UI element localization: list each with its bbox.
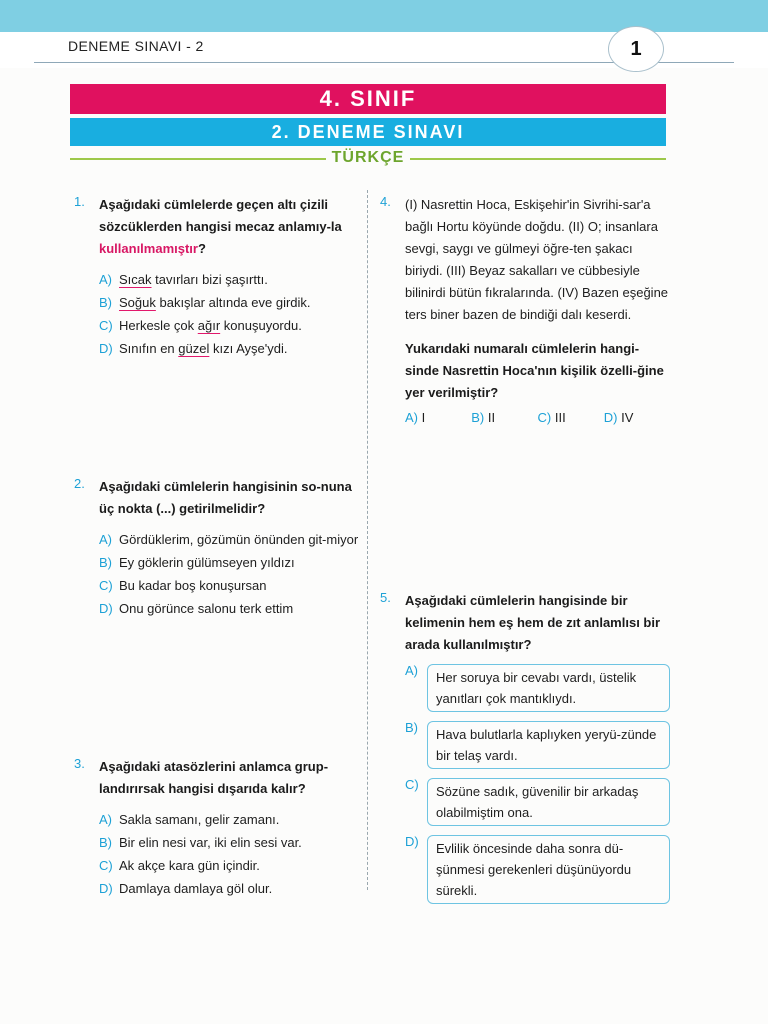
question-stem: Aşağıdaki cümlelerin hangisinde bir kelimenin hem eş hem de zıt anlamlısı bir arada kullanılmıştır? (405, 593, 661, 652)
question-3 (74, 756, 364, 900)
option-d[interactable]: D) Onu görünce salonu terk ettim (99, 601, 294, 616)
option-box: Her soruya bir cevabı vardı, üstelik yanıtları çok mantıklıydı. (427, 664, 670, 712)
option-d[interactable]: D) Sınıfın en güzel kızı Ayşe'ydi. (99, 341, 288, 356)
option-c[interactable]: C) Sözüne sadık, güvenilir bir arkadaş olabilmiştim ona. (405, 778, 670, 826)
question-5 (380, 590, 670, 913)
question-passage: (I) Nasrettin Hoca, Eskişehir'in Sivrihi-sar'a bağlı Hortu köyünde doğdu. (II) O; insanlara sevgi, saygı ve gülmeyi öğre-ten şakacı biriydi. (III) Beyaz sakalları ve cübbesiyle bilinirdi bütün fıkralarında. (IV) Bazen eşeğine ters biner bazen de bindiği dalı keserdi. (405, 197, 669, 322)
option-a[interactable]: A) Her soruya bir cevabı vardı, üstelik yanıtları çok mantıklıydı. (405, 664, 670, 712)
question-number: 2. (74, 476, 85, 491)
question-stem: Yukarıdaki numaralı cümlelerin hangi-sinde Nasrettin Hoca'nın kişilik özelli-ğine yer verilmiştir? (405, 341, 664, 400)
question-stem: Aşağıdaki cümlelerde geçen altı çizili sözcüklerden hangisi mecaz anlamıy-la kullanılmamıştır? (99, 197, 342, 256)
subject-title: TÜRKÇE (326, 149, 411, 166)
option-a[interactable]: A) Gördüklerim, gözümün önünden git-miyor (99, 532, 359, 547)
question-number: 1. (74, 194, 85, 209)
underlined-word: Soğuk (119, 295, 156, 310)
question-number: 5. (380, 590, 391, 605)
option-d[interactable]: D) IV (603, 410, 634, 425)
option-a[interactable]: A) Sıcak tavırları bizi şaşırttı. (99, 272, 268, 287)
options-row (405, 410, 670, 425)
question-number: 4. (380, 194, 391, 209)
highlight-word: kullanılmamıştır (99, 241, 198, 256)
question-4 (380, 194, 670, 425)
option-b[interactable]: B) Ey göklerin gülümseyen yıldızı (99, 555, 295, 570)
document-title: DENEME SINAVI - 2 (68, 38, 204, 54)
question-stem: Aşağıdaki cümlelerin hangisinin so-nuna üç nokta (...) getirilmelidir? (99, 479, 352, 516)
page-number-badge (608, 26, 664, 72)
option-box: Hava bulutlarla kaplıyken yeryü-zünde bir telaş vardı. (427, 721, 670, 769)
column-divider (367, 190, 368, 890)
grade-banner: 4. SINIF (70, 84, 666, 114)
underlined-word: Sıcak (119, 272, 152, 287)
exam-banner: 2. DENEME SINAVI (70, 118, 666, 146)
question-2 (74, 476, 364, 620)
option-b[interactable]: B) II (471, 410, 496, 425)
option-a[interactable]: A) I (405, 410, 426, 425)
option-a[interactable]: A) Sakla samanı, gelir zamanı. (99, 812, 280, 827)
option-c[interactable]: C) III (537, 410, 566, 425)
option-b[interactable]: B) Soğuk bakışlar altında eve girdik. (99, 295, 311, 310)
page-number: 1 (630, 37, 642, 60)
underlined-word: güzel (178, 341, 210, 356)
question-number: 3. (74, 756, 85, 771)
option-d[interactable]: D) Damlaya damlaya göl olur. (99, 881, 273, 896)
option-c[interactable]: C) Ak akçe kara gün içindir. (99, 858, 260, 873)
subject-header (70, 151, 666, 173)
option-box: Evlilik öncesinde daha sonra dü-şünmesi gerekenleri düşünüyordu sürekli. (427, 835, 670, 904)
option-c[interactable]: C) Bu kadar boş konuşursan (99, 578, 267, 593)
option-c[interactable]: C) Herkesle çok ağır konuşuyordu. (99, 318, 302, 333)
option-d[interactable]: D) Evlilik öncesinde daha sonra dü-şünmesi gerekenleri düşünüyordu sürekli. (405, 835, 670, 904)
option-b[interactable]: B) Hava bulutlarla kaplıyken yeryü-zünde bir telaş vardı. (405, 721, 670, 769)
option-b[interactable]: B) Bir elin nesi var, iki elin sesi var. (99, 835, 302, 850)
option-box: Sözüne sadık, güvenilir bir arkadaş olabilmiştim ona. (427, 778, 670, 826)
underlined-word: ağır (197, 318, 221, 333)
question-1 (74, 194, 364, 360)
question-stem: Aşağıdaki atasözlerini anlamca grup-landırırsak hangisi dışarıda kalır? (99, 759, 329, 796)
